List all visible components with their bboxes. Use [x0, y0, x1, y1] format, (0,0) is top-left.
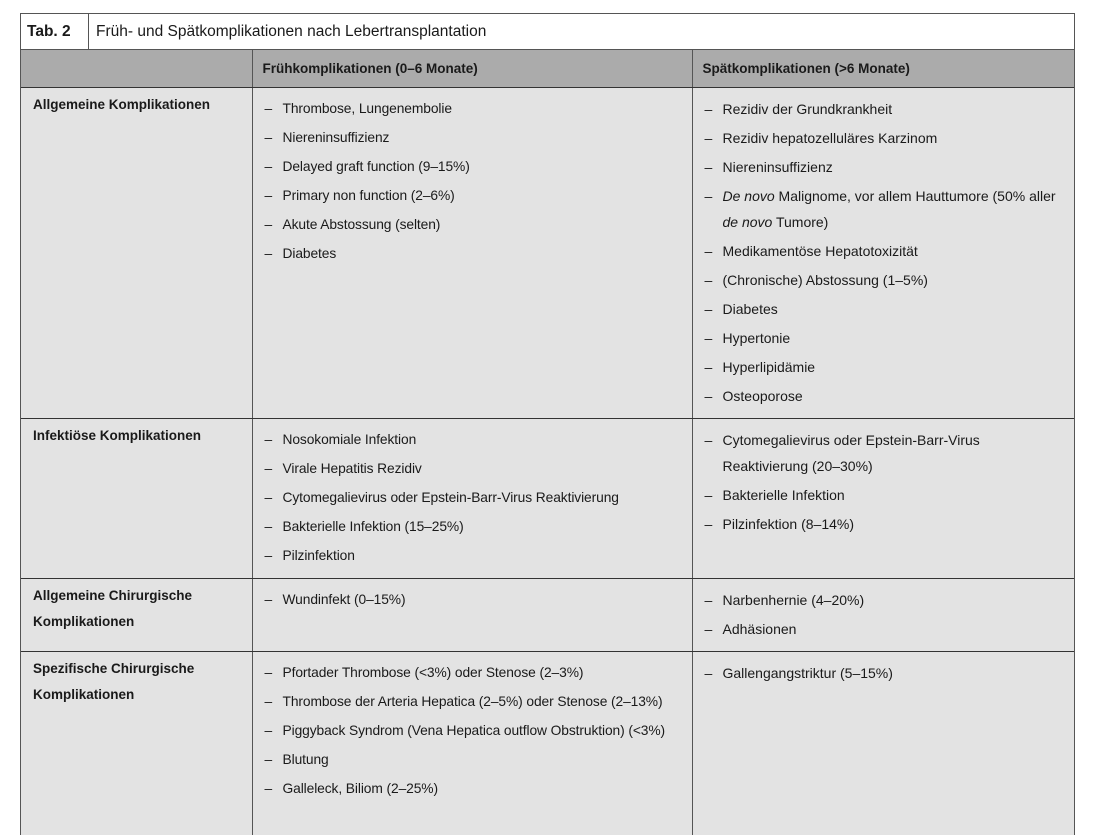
list-item-text: Niereninsuffizienz [722, 158, 833, 175]
dash-bullet-icon: – [264, 547, 273, 563]
list-item-text: Virale Hepatitis Rezidiv [282, 460, 422, 476]
header-row [21, 50, 1074, 87]
list-item-text: Rezidiv der Grundkrankheit [722, 100, 893, 117]
list-item [265, 427, 682, 453]
early-complications-list [265, 96, 682, 267]
list-item [705, 238, 1065, 264]
list-item [705, 354, 1065, 380]
late-complications-cell [692, 578, 1074, 651]
list-item-text: Hypertonie [722, 329, 791, 346]
dash-bullet-icon: – [264, 489, 273, 505]
list-item-text: De novo Malignome, vor allem Hauttumore (50% aller de novo Tumore) [722, 187, 1056, 230]
list-item [265, 776, 682, 802]
list-item-text: Nosokomiale Infektion [282, 431, 417, 447]
dash-bullet-icon: – [264, 158, 273, 174]
list-item-text: Diabetes [722, 300, 778, 317]
dash-bullet-icon: – [264, 460, 273, 476]
dash-bullet-icon: – [704, 158, 713, 175]
category-cell: Allgemeine Chirurgische Komplikationen [21, 578, 252, 651]
table-row [21, 87, 1074, 418]
list-item [265, 154, 682, 180]
list-item [705, 296, 1065, 322]
dash-bullet-icon: – [704, 358, 713, 375]
late-complications-list [705, 427, 1065, 537]
late-complications-list [705, 587, 1065, 642]
list-item [265, 660, 682, 686]
dash-bullet-icon: – [264, 100, 273, 116]
list-item-text: (Chronische) Abstossung (1–5%) [722, 271, 928, 288]
list-item-text: Bakterielle Infektion (15–25%) [282, 518, 464, 534]
list-item-text: Akute Abstossung (selten) [282, 216, 441, 232]
list-item [705, 154, 1065, 180]
list-item [265, 125, 682, 151]
list-item [705, 325, 1065, 351]
dash-bullet-icon: – [704, 300, 713, 317]
list-item-text: Medikamentöse Hepatotoxizität [722, 242, 918, 259]
dash-bullet-icon: – [264, 245, 273, 261]
early-complications-list [265, 587, 682, 613]
header-category [21, 50, 252, 87]
list-item [265, 212, 682, 238]
category-cell: Allgemeine Komplikationen [21, 87, 252, 418]
late-complications-list [705, 660, 1065, 686]
list-item [705, 660, 1065, 686]
list-item [705, 482, 1065, 508]
list-item-text: Cytomegalievirus oder Epstein-Barr-Virus Reaktivierung [282, 489, 619, 505]
list-item [705, 267, 1065, 293]
list-item-text: Pilzinfektion [282, 547, 355, 563]
list-item [705, 383, 1065, 409]
category-cell: Spezifische Chirurgische Komplikationen [21, 651, 252, 835]
table-caption [21, 14, 1074, 50]
list-item [705, 96, 1065, 122]
early-complications-list [265, 660, 682, 802]
dash-bullet-icon: – [264, 518, 273, 534]
list-item [705, 427, 1065, 479]
dash-bullet-icon: – [704, 329, 713, 346]
header-early: Frühkomplikationen (0–6 Monate) [252, 50, 692, 87]
dash-bullet-icon: – [264, 722, 273, 738]
dash-bullet-icon: – [704, 515, 713, 532]
list-item [705, 183, 1065, 235]
list-item-text: Gallengangstriktur (5–15%) [722, 664, 893, 681]
list-item-text: Thrombose der Arteria Hepatica (2–5%) oder Stenose (2–13%) [282, 693, 663, 709]
table-row [21, 578, 1074, 651]
header-late: Spätkomplikationen (>6 Monate) [692, 50, 1074, 87]
list-item-text: Rezidiv hepatozelluläres Karzinom [722, 129, 938, 146]
list-item-text: Osteoporose [722, 387, 803, 404]
late-complications-cell [692, 651, 1074, 835]
list-item-text: Narbenhernie (4–20%) [722, 591, 865, 608]
list-item [705, 125, 1065, 151]
list-item-text: Diabetes [282, 245, 337, 261]
list-item-text: Wundinfekt (0–15%) [282, 591, 406, 607]
late-complications-cell [692, 87, 1074, 418]
early-complications-cell [252, 418, 692, 578]
dash-bullet-icon: – [264, 780, 273, 796]
dash-bullet-icon: – [704, 620, 713, 637]
dash-bullet-icon: – [704, 664, 713, 681]
dash-bullet-icon: – [704, 271, 713, 288]
list-item-text: Niereninsuffizienz [282, 129, 390, 145]
list-item-text: Blutung [282, 751, 329, 767]
early-complications-cell [252, 87, 692, 418]
dash-bullet-icon: – [704, 100, 713, 117]
list-item-text: Pilzinfektion (8–14%) [722, 515, 855, 532]
list-item-text: Galleleck, Biliom (2–25%) [282, 780, 438, 796]
category-cell: Infektiöse Komplikationen [21, 418, 252, 578]
dash-bullet-icon: – [704, 187, 713, 204]
dash-bullet-icon: – [264, 591, 273, 607]
list-item [265, 514, 682, 540]
list-item-text: Pfortader Thrombose (<3%) oder Stenose (2–3%) [282, 664, 584, 680]
complications-grid [21, 50, 1074, 835]
early-complications-list [265, 427, 682, 569]
dash-bullet-icon: – [264, 187, 273, 203]
list-item [265, 718, 682, 744]
dash-bullet-icon: – [704, 129, 713, 146]
list-item-text: Thrombose, Lungenembolie [282, 100, 452, 116]
dash-bullet-icon: – [264, 216, 273, 232]
list-item-text: Primary non function (2–6%) [282, 187, 455, 203]
dash-bullet-icon: – [264, 693, 273, 709]
late-complications-cell [692, 418, 1074, 578]
list-item [265, 587, 682, 613]
list-item-text: Hyperlipidämie [722, 358, 816, 375]
dash-bullet-icon: – [264, 129, 273, 145]
list-item [705, 511, 1065, 537]
dash-bullet-icon: – [264, 664, 273, 680]
late-complications-list [705, 96, 1065, 409]
list-item-text: Bakterielle Infektion [722, 486, 845, 503]
list-item [265, 543, 682, 569]
list-item [265, 689, 682, 715]
list-item [265, 183, 682, 209]
dash-bullet-icon: – [264, 751, 273, 767]
table-label: Tab. 2 [21, 14, 89, 49]
complications-table [20, 13, 1075, 835]
dash-bullet-icon: – [704, 486, 713, 503]
dash-bullet-icon: – [704, 387, 713, 404]
table-row [21, 418, 1074, 578]
list-item [265, 241, 682, 267]
early-complications-cell [252, 578, 692, 651]
list-item [265, 456, 682, 482]
dash-bullet-icon: – [264, 431, 273, 447]
list-item-text: Cytomegalievirus oder Epstein-Barr-Virus Reaktivierung (20–30%) [722, 431, 980, 474]
table-title: Früh- und Spätkomplikationen nach Lebertransplantation [96, 22, 487, 40]
list-item-text: Delayed graft function (9–15%) [282, 158, 470, 174]
list-item-text: Piggyback Syndrom (Vena Hepatica outflow Obstruktion) (<3%) [282, 722, 666, 738]
list-item [705, 616, 1065, 642]
early-complications-cell [252, 651, 692, 835]
list-item [265, 747, 682, 773]
dash-bullet-icon: – [704, 242, 713, 259]
list-item [705, 587, 1065, 613]
table-row [21, 651, 1074, 835]
list-item-text: Adhäsionen [722, 620, 797, 637]
list-item [265, 96, 682, 122]
dash-bullet-icon: – [704, 431, 713, 448]
list-item [265, 485, 682, 511]
dash-bullet-icon: – [704, 591, 713, 608]
